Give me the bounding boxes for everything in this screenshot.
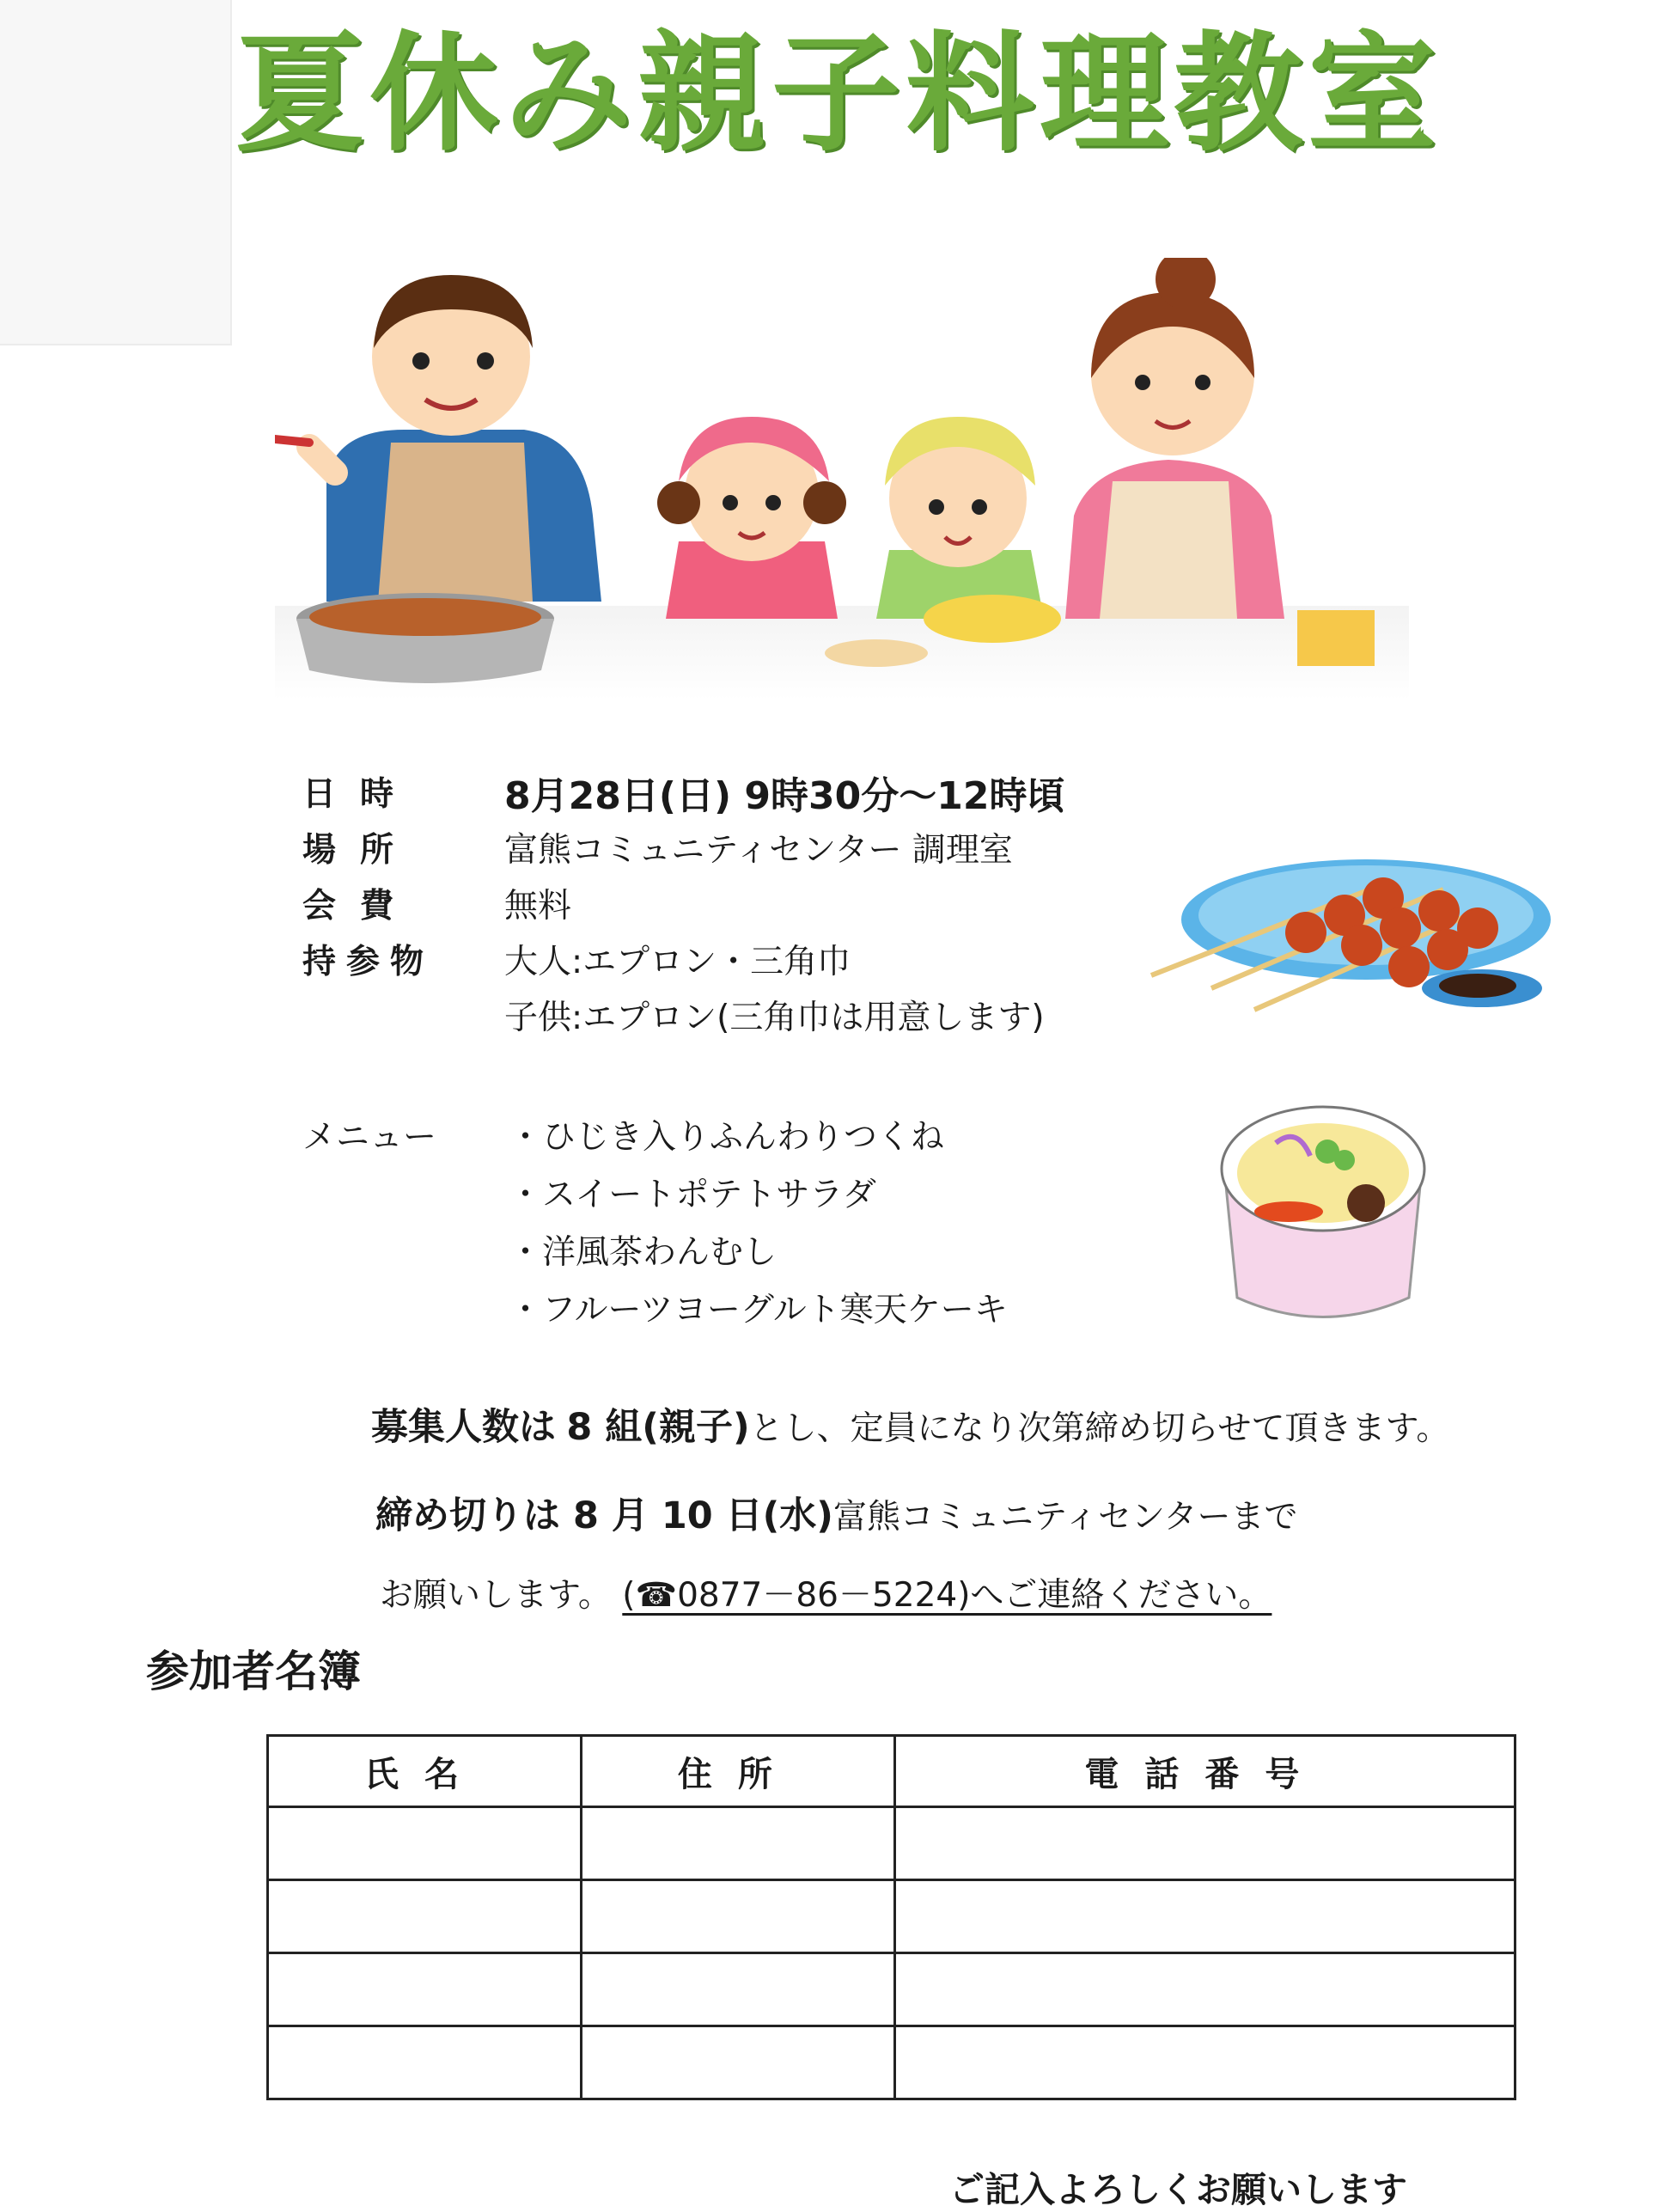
notice-text: 募集人数は	[371, 1406, 556, 1449]
dango-plate-illustration	[1134, 846, 1555, 1018]
address-cell[interactable]	[581, 1953, 894, 2026]
detail-value: 富熊コミュニティセンター 調理室	[504, 831, 1013, 870]
notice-text: お願いします。	[380, 1576, 612, 1615]
chawanmushi-illustration	[1203, 1091, 1443, 1332]
notice-text: 富熊コミュニティセンターまで	[832, 1498, 1298, 1537]
notice-group-count: 8 組(親子)	[566, 1406, 750, 1449]
detail-value: 8月28日(日) 9時30分～12時頃	[504, 774, 1065, 818]
family-cooking-illustration	[275, 258, 1409, 705]
phone-cell[interactable]	[894, 1807, 1515, 1880]
deadline-notice	[375, 1487, 1298, 1539]
table-row	[268, 1807, 1515, 1880]
name-cell[interactable]	[268, 1880, 582, 1953]
name-cell[interactable]	[268, 1807, 582, 1880]
address-cell[interactable]	[581, 1807, 894, 1880]
menu-section	[302, 1110, 1008, 1329]
phone-cell[interactable]	[894, 2026, 1515, 2099]
detail-label: 日時	[302, 775, 418, 814]
name-cell[interactable]	[268, 1953, 582, 2026]
column-header-phone: 電話番号	[894, 1736, 1515, 1807]
detail-value: 無料	[504, 887, 572, 926]
notice-text: とし、定員になり次第締め切らせて頂きます。	[749, 1409, 1450, 1448]
mother-figure	[1065, 258, 1284, 619]
detail-label: 場所	[302, 831, 418, 870]
table-row	[268, 2026, 1515, 2099]
detail-label: 会費	[302, 887, 418, 926]
father-figure	[275, 275, 601, 602]
detail-value: 大人:エプロン・三角巾	[504, 943, 851, 981]
menu-item: ・ひじき入りふんわりつくね	[509, 1118, 945, 1157]
table-row	[268, 1880, 1515, 1953]
recruitment-notice	[371, 1398, 1449, 1451]
contact-phone: (☎0877－86－5224)へご連絡ください。	[622, 1576, 1272, 1615]
column-header-name: 氏名	[268, 1736, 582, 1807]
name-cell[interactable]	[268, 2026, 582, 2099]
detail-value-children: 子供:エプロン(三角巾は用意します)	[504, 999, 1045, 1037]
address-cell[interactable]	[581, 2026, 894, 2099]
column-header-address: 住所	[581, 1736, 894, 1807]
menu-item: ・フルーツヨーグルト寒天ケーキ	[509, 1291, 1008, 1329]
cooking-pot	[296, 593, 554, 683]
participant-registry-table	[266, 1734, 1516, 2100]
page-title: 夏休み親子料理教室	[235, 20, 1442, 169]
menu-label: メニュー	[302, 1118, 437, 1157]
girl-figure	[657, 417, 846, 619]
phone-cell[interactable]	[894, 1880, 1515, 1953]
menu-item: ・洋風茶わんむし	[509, 1233, 778, 1272]
registry-title: 参加者名簿	[146, 1647, 361, 1696]
menu-item: ・スイートポテトサラダ	[509, 1176, 876, 1214]
table-row	[268, 1953, 1515, 2026]
contact-notice	[380, 1568, 1271, 1616]
boy-figure	[876, 417, 1061, 643]
detail-label: 持参物	[302, 943, 435, 981]
address-cell[interactable]	[581, 1880, 894, 1953]
phone-cell[interactable]	[894, 1953, 1515, 2026]
table-header-row	[268, 1736, 1515, 1807]
closing-message: ご記入よろしくお願いします	[949, 2169, 1407, 2210]
deadline-date: 締め切りは 8 月 10 日(水)	[375, 1494, 833, 1537]
